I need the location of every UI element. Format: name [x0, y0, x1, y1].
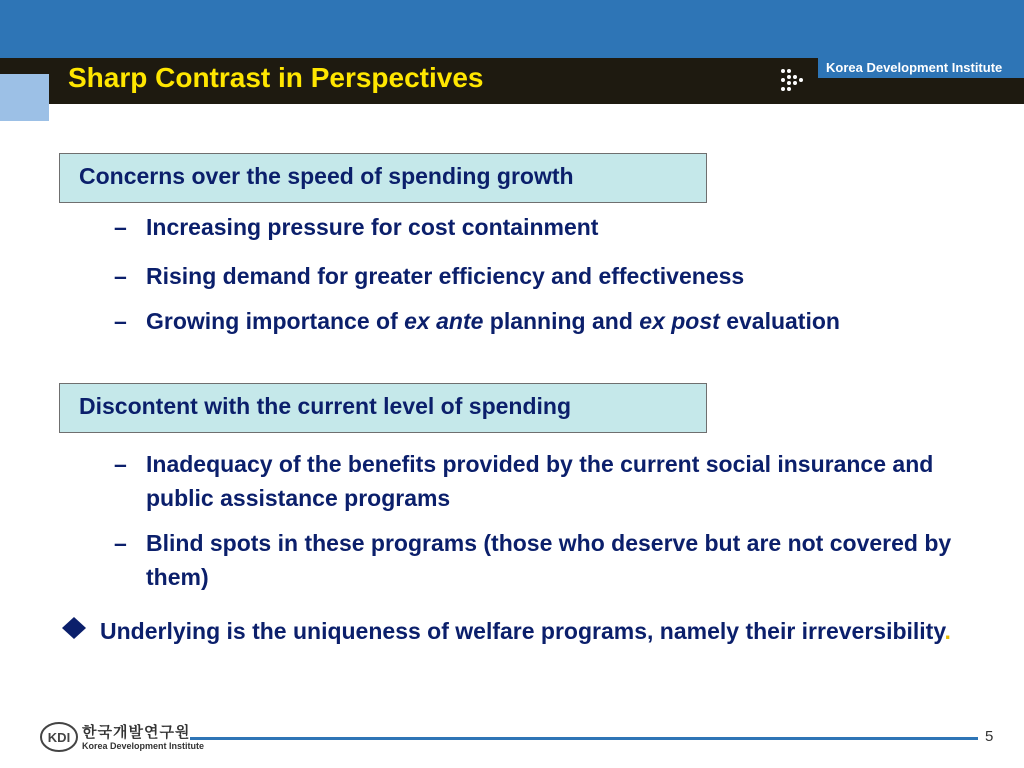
diamond-bullet-icon [62, 617, 86, 639]
dash-marker: – [114, 214, 127, 240]
dash-marker: – [114, 263, 127, 289]
slide-title: Sharp Contrast in Perspectives [68, 62, 484, 93]
section-box-discontent [59, 383, 707, 433]
page-number: 5 [985, 728, 994, 745]
kdi-emblem-icon [40, 722, 78, 752]
conclusion-body: Underlying is the uniqueness of welfare programs, namely their irreversibility [100, 618, 945, 644]
emblem-text: KDI [47, 730, 71, 745]
section-heading: Discontent with the current level of spending [79, 393, 571, 419]
section-box-concerns [59, 153, 707, 203]
bullet-text: Inadequacy of the benefits provided by the current social insurance and public assistance programs [146, 451, 934, 511]
bullet-text-italic: ex ante [404, 308, 484, 334]
section-heading: Concerns over the speed of spending growth [79, 163, 574, 189]
header-band [0, 0, 1024, 58]
dash-marker: – [114, 530, 127, 556]
title-accent-square [0, 74, 49, 121]
bullet-text-part: Growing importance of [146, 308, 405, 334]
bullet-text: Blind spots in these programs (those who deserve but are not covered by them) [146, 530, 952, 590]
bullet-text: Rising demand for greater efficiency and effectiveness [146, 263, 745, 289]
bullet-text-part: evaluation [719, 308, 840, 334]
footer-logo [40, 720, 205, 756]
bullet-item [114, 447, 1004, 517]
dash-marker: – [114, 308, 127, 334]
brand-name: Korea Development Institute [826, 60, 1003, 75]
conclusion-text [100, 608, 1000, 654]
bullet-text-part: planning and [483, 308, 640, 334]
logo-english-text: Korea Development Institute [82, 741, 205, 751]
bullet-text: Increasing pressure for cost containment [146, 214, 599, 240]
bullet-text-italic: ex post [639, 308, 720, 334]
bullet-item [114, 526, 1004, 596]
bullet-text [146, 304, 840, 338]
logo-korean-text: 한국개발연구원 [82, 724, 191, 741]
conclusion-period: . [944, 618, 951, 644]
arrows-icon [780, 68, 808, 92]
dash-marker: – [114, 451, 127, 477]
